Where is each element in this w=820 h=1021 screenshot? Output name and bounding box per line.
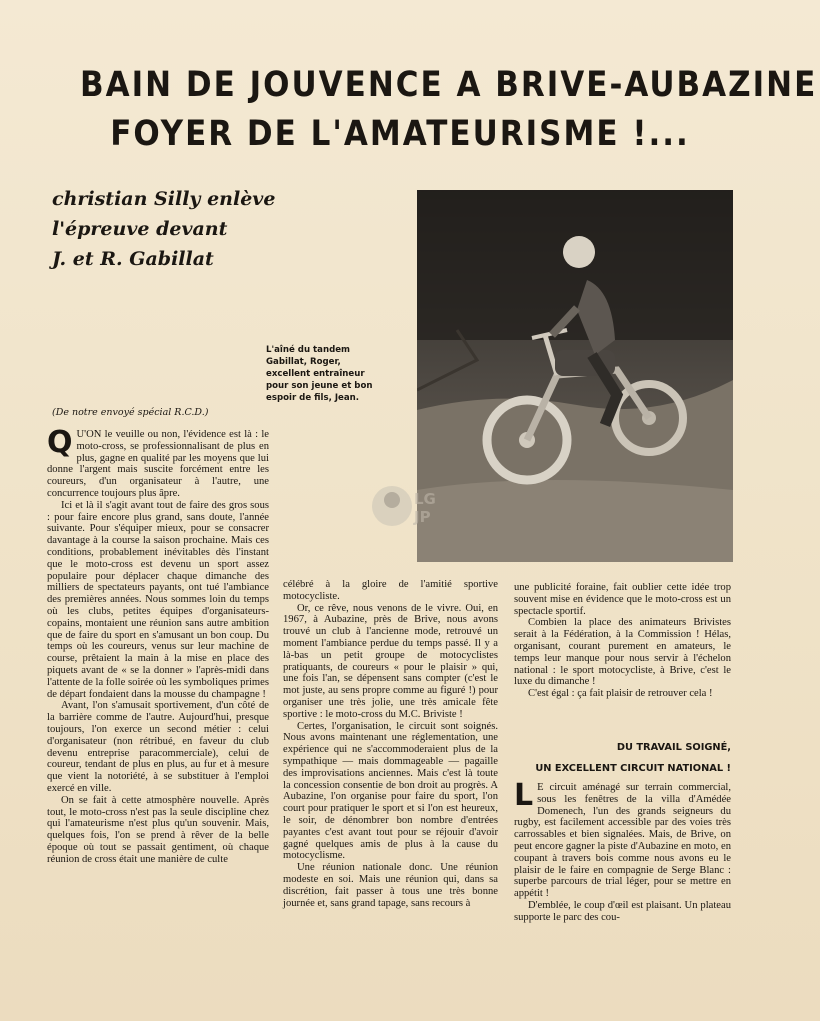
article-column-2	[283, 579, 498, 909]
headline-line-2: FOYER DE L'AMATEURISME !...	[110, 113, 690, 155]
paragraph: D'emblée, le coup d'œil est plaisant. Un plateau supporte le parc des cou-	[514, 899, 731, 923]
section-heading-2: UN EXCELLENT CIRCUIT NATIONAL !	[535, 763, 731, 774]
photo-illustration	[417, 190, 733, 562]
paragraph: Avant, l'on s'amusait sportivement, d'un côté de la barrière comme de l'autre. Aujourd'hui, presque toujours, l'on exerce un second métier : celui d'organisateur (non rétribué, en faveur du club devenu entreprise paracommerciale), celui de coureur, tendant de plus en plus, au fur et à mesure que vient la notoriété, à se substituer à l'emploi exercé en ville.	[47, 700, 269, 794]
paragraph	[47, 425, 269, 500]
subtitle-line-3: J. et R. Gabillat	[52, 248, 214, 270]
photo-caption: L'aîné du tandem Gabillat, Roger, excellent entraîneur pour son jeune et bon espoir de fils, Jean.	[266, 345, 373, 403]
paragraph: C'est égal : ça fait plaisir de retrouver cela !	[528, 688, 713, 700]
drop-cap: Q	[47, 425, 73, 460]
paragraph: célébré à la gloire de l'amitié sportive motocycliste.	[283, 579, 498, 602]
svg-text:LG: LG	[414, 490, 436, 508]
article-column-1	[47, 425, 269, 865]
article-column-3-continued	[514, 778, 731, 924]
headline	[80, 60, 818, 159]
section-heading-1: DU TRAVAIL SOIGNÉ,	[616, 742, 731, 753]
paragraph: Combien la place des animateurs Brivistes serait à la Fédération, à la Commission ! Hélas, organisant, courant purement en amateurs, le temps leur manque pour nous servir à l'échelon national : le sport motocycliste, à Brive, c'est le luxe du dimanche !	[514, 617, 731, 688]
paragraph-text: E circuit aménagé sur terrain commercial, sous les fenêtres de la villa d'Amédée Domenech, l'un des grands seigneurs du rugby, est facilement accessible par des voies très carrossables et bien signalées. Mais, de Brive, on peut encore gagner la piste d'Aubazine en moto, en coupant à travers bois comme nous avons eu le plaisir de le faire en compagnie de Serge Blanc : superbe parcours de trial léger, pour se mettre en appétit !	[514, 782, 731, 900]
paragraph	[514, 778, 731, 900]
watermark-icon	[370, 480, 450, 530]
subtitle	[52, 184, 312, 274]
subtitle-line-1: christian Silly enlève	[52, 188, 276, 210]
headline-line-1: BAIN DE JOUVENCE A BRIVE-AUBAZINE	[80, 64, 818, 105]
paragraph: On se fait à cette atmosphère nouvelle. Après tout, le moto-cross n'est pas la seule discipline chez qui l'amateurisme n'est plus qu'un souvenir. Mais, quelques fois, l'on se prend à rêver de la belle époque où tout se passait gentiment, où chaque réunion de cross était une manière de culte	[47, 794, 269, 865]
paragraph: Certes, l'organisation, le circuit sont soignés. Nous avons maintenant une réglementation, une expérience qui ne s'accommoderaient plus de la sympathique — mais dommageable — pagaille des improvisations anciennes. Mais c'est là toute la concession consentie de bon droit au progrès. A Aubazine, l'on organise pour faire du sport, l'on court pour pratiquer le sport et si l'on est heureux, le soir, de dénombrer bon nombre d'entrées payantes c'est avant tout pour se réjouir d'avoir gagné quelques amis de plus à la cause du motocyclisme.	[283, 720, 498, 862]
paragraph-text: U'ON le veuille ou non, l'évidence est là : le moto-cross, se professionnalisant de plus en plus, gagne en qualité par les moyens que lui donne l'argent mais suscite forcément entre les coureurs, d'un organisateur à l'autre, une concurrence toujours plus âpre.	[47, 429, 269, 499]
paragraph: Ici et là il s'agit avant tout de faire des gros sous : pour faire encore plus grand, sans doute, l'année suivante. Pour s'équiper mieux, pour se consacrer davantage à la course la saison prochaine. Mais ces conditions, probablement inévitables dès l'instant que le moto-cross est devenu un sport assez populaire pour déplacer chaque dimanche des milliers de spectateurs payants, ont tué l'ambiance des premières années. Nous sommes loin du temps où les clubs, petites équipes d'organisateurs-copains, montaient une réunion sans autre ambition que de faire du sport en s'amusant un bon coup. Du temps où les coureurs, venus sur leur machine de course, prêtaient la main à la mise en place des piquets avant de « se la donner » l'après-midi dans l'attente de la folle soirée où les symboliques primes de départ fondaient dans la mousse du champagne !	[47, 499, 269, 700]
paragraph: une publicité foraine, fait oublier cette idée trop souvent mise en évidence que le moto-cross est un spectacle sportif.	[514, 582, 731, 617]
paragraph: Une réunion nationale donc. Une réunion modeste en soi. Mais une réunion qui, dans sa discrétion, fait passer à tous une très bonne journée et, sans grand tapage, sans recours à	[283, 862, 498, 909]
motocross-rider-photo	[417, 190, 733, 562]
subtitle-line-2: l'épreuve devant	[52, 218, 228, 240]
drop-cap: L	[514, 778, 534, 813]
byline: (De notre envoyé spécial R.C.D.)	[52, 407, 209, 418]
paragraph: Or, ce rêve, nous venons de le vivre. Oui, en 1967, à Aubazine, près de Brive, nous avons trouvé un club à l'ancienne mode, retrouvé un moment l'ambiance perdue du temps passé. Il y a là-bas un petit groupe de motocyclistes pratiquants, de coureurs « pour le plaisir » qui, une fois l'an, se dépensent sans compter (c'est le mot juste, au sens propre comme au figuré !) pour organiser une très jolie, une très amicale fête sportive : le moto-cross du M.C. Briviste !	[283, 602, 498, 720]
watermark-stamp	[370, 480, 450, 530]
article-column-3	[514, 582, 731, 700]
svg-text:JP: JP	[414, 508, 431, 526]
